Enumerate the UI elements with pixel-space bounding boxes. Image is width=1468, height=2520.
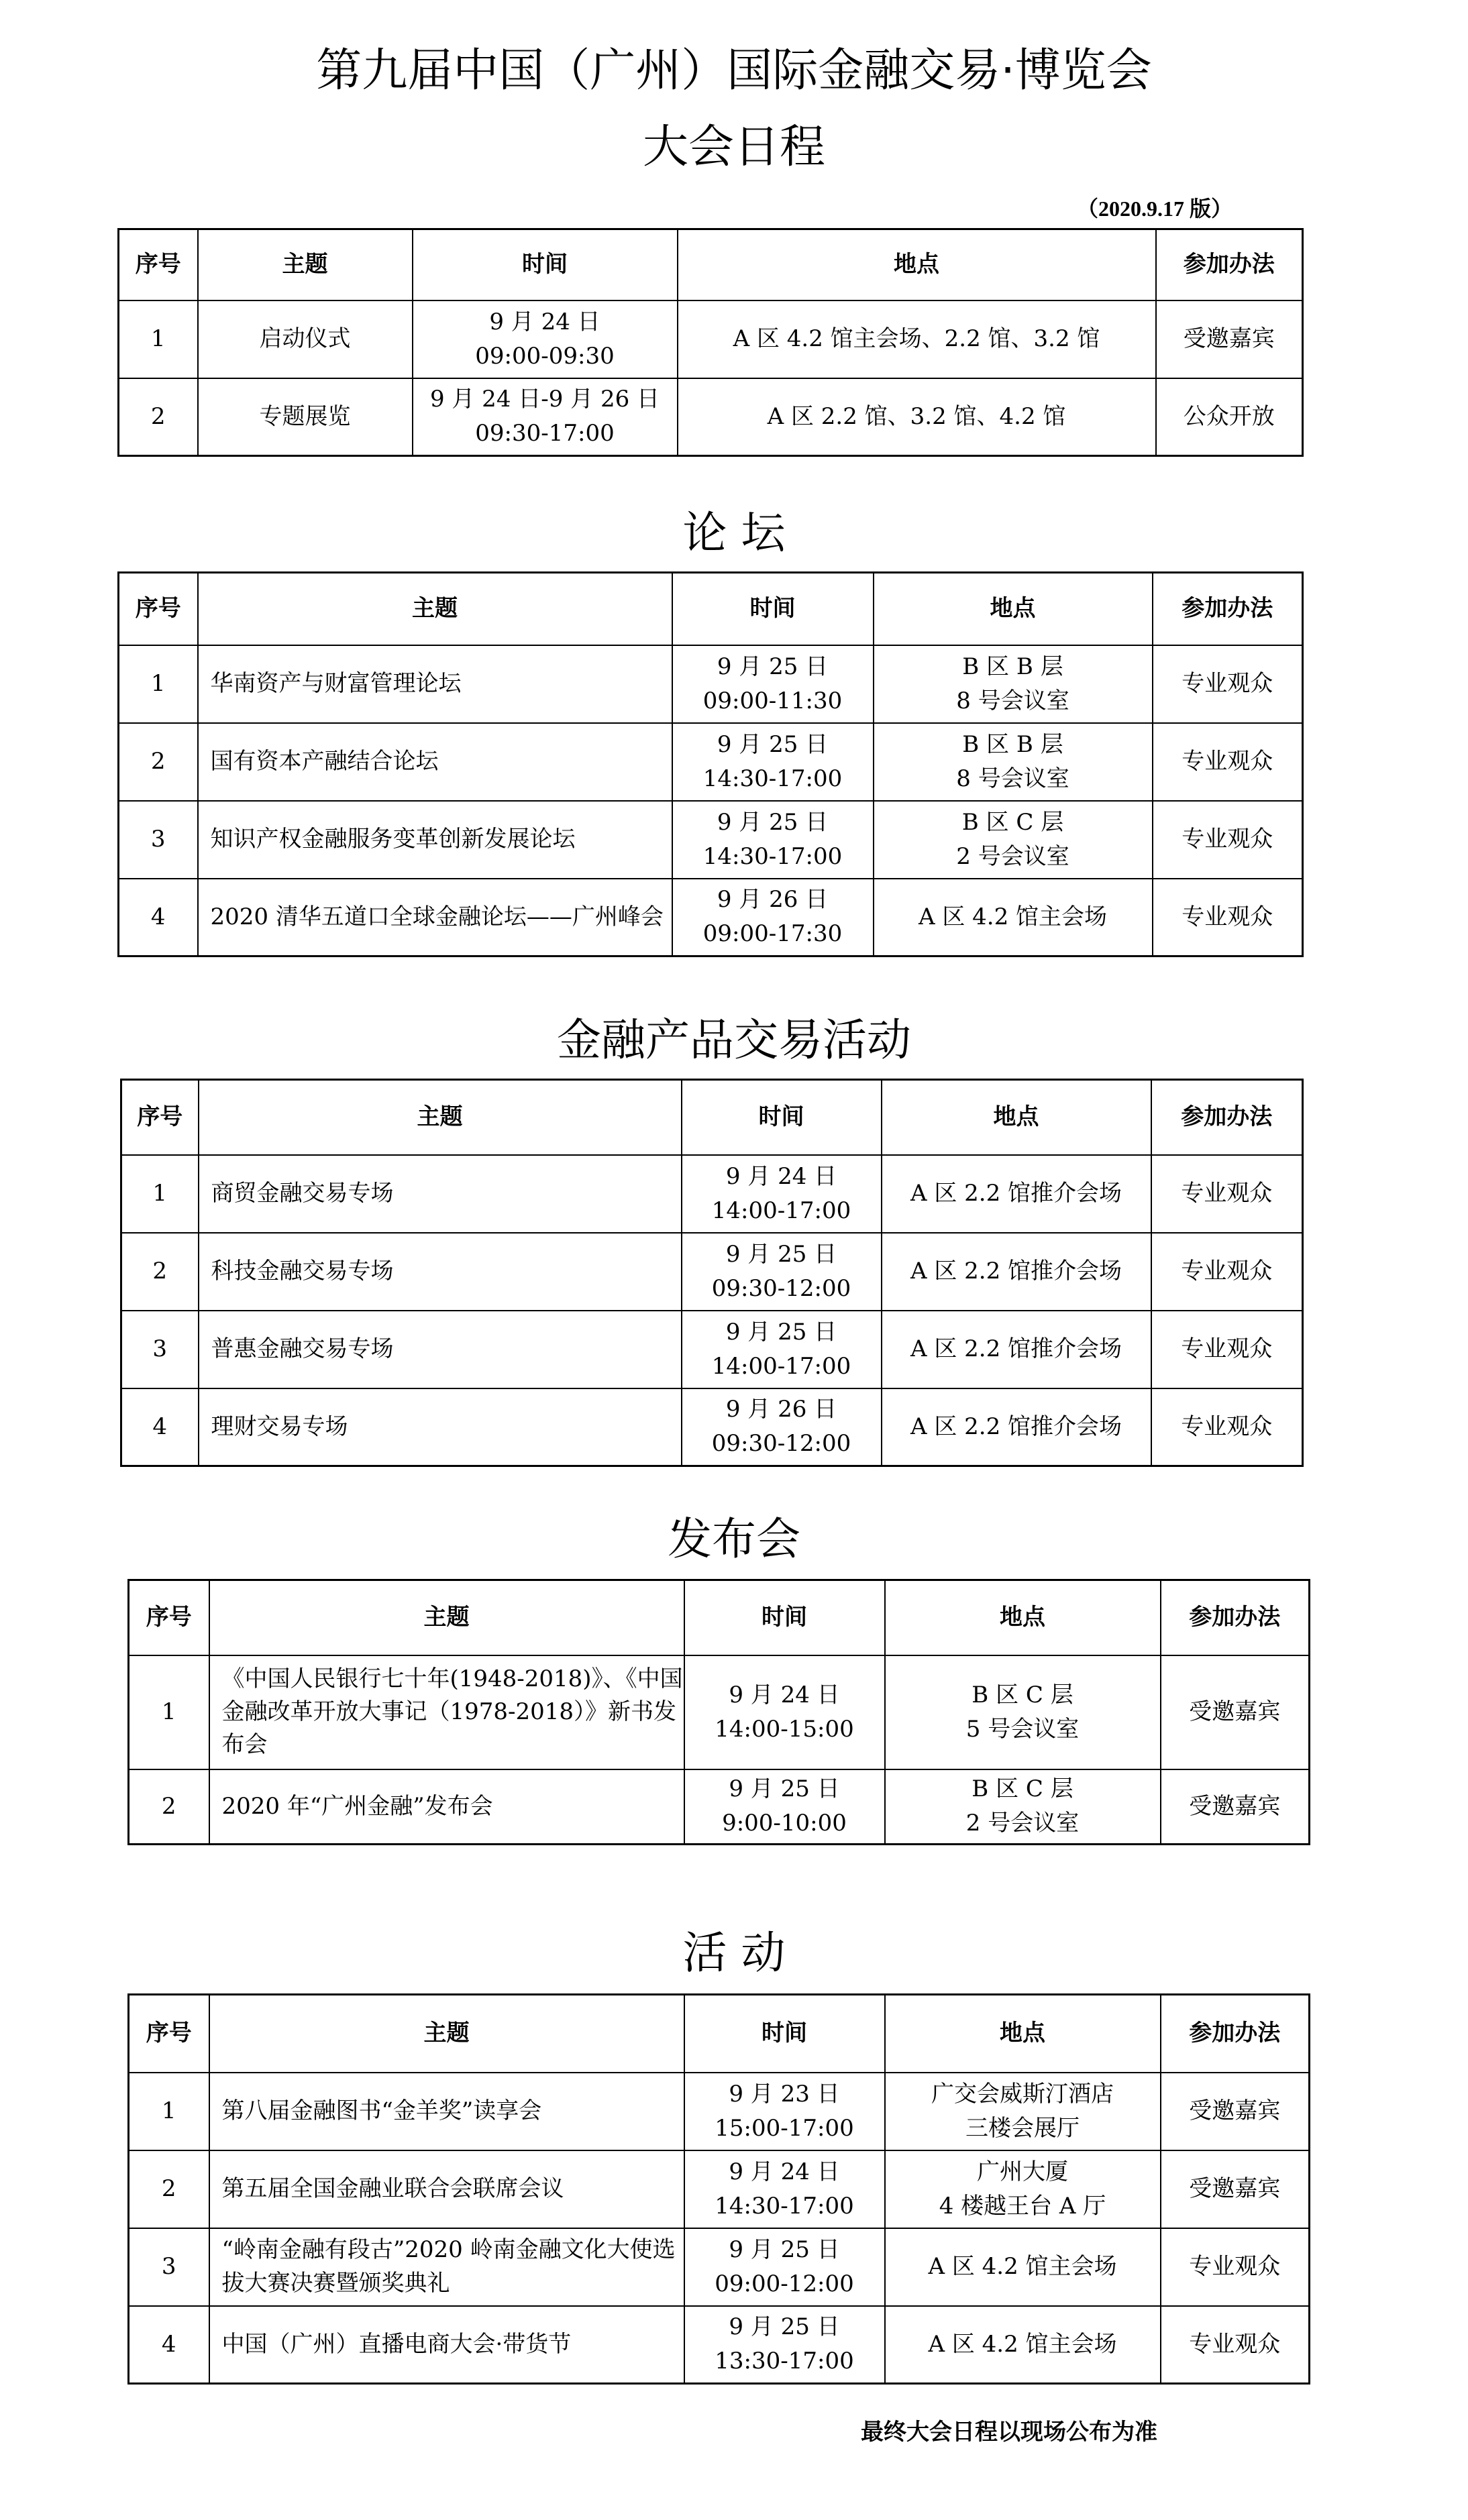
- row-hours: 14:30-17:00: [702, 765, 843, 792]
- header-col-attend: 参加办法: [1156, 229, 1303, 300]
- main-events-table: [117, 228, 1304, 457]
- page-subtitle: 大会日程: [642, 121, 825, 174]
- table-header-row: [121, 1080, 1303, 1155]
- table-row: [129, 2306, 1310, 2384]
- table-row: [121, 1155, 1303, 1233]
- row-number: 2: [121, 1233, 199, 1311]
- row-hours: 09:30-17:00: [475, 420, 615, 447]
- row-attend: 受邀嘉宾: [1161, 1655, 1310, 1769]
- table-row: [129, 2150, 1310, 2228]
- row-attend: 专业观众: [1153, 723, 1303, 801]
- table-row: [119, 801, 1303, 879]
- row-time: [672, 879, 874, 956]
- row-location-line1: A 区 2.2 馆推介会场: [910, 1335, 1122, 1362]
- row-topic: 2020 清华五道口全球金融论坛——广州峰会: [198, 879, 672, 956]
- header-col-attend: 参加办法: [1161, 1995, 1310, 2073]
- row-topic: 2020 年“广州金融”发布会: [209, 1769, 684, 1845]
- row-location-line2: 8 号会议室: [956, 765, 1069, 792]
- table-row: [129, 1655, 1310, 1769]
- row-location-line1: A 区 4.2 馆主会场、2.2 馆、3.2 馆: [733, 325, 1100, 352]
- forums-section-title: 论 坛: [682, 507, 786, 559]
- row-location: [882, 1388, 1151, 1466]
- row-number: 1: [119, 300, 198, 378]
- header-col-location: 地点: [882, 1080, 1151, 1155]
- row-number: 2: [119, 378, 198, 456]
- row-topic: 第五届全国金融业联合会联席会议: [209, 2150, 684, 2228]
- header-col-topic: 主题: [199, 1080, 682, 1155]
- page-title: 第九届中国（广州）国际金融交易·博览会: [316, 44, 1152, 97]
- table-header-row: [119, 573, 1303, 645]
- row-location-line1: 广交会威斯汀酒店: [931, 2080, 1114, 2107]
- table-row: [121, 1311, 1303, 1388]
- row-time: [413, 300, 678, 378]
- table-row: [119, 300, 1303, 378]
- row-location: [874, 801, 1153, 879]
- trading-section-title: 金融产品交易活动: [557, 1014, 911, 1066]
- row-topic: 第八届金融图书“金羊奖”读享会: [209, 2073, 684, 2150]
- header-col-time: 时间: [413, 229, 678, 300]
- row-time: [413, 378, 678, 456]
- activities-section-title: 活 动: [682, 1927, 786, 1979]
- table-row: [129, 2073, 1310, 2150]
- row-hours: 15:00-17:00: [715, 2114, 854, 2142]
- row-time: [684, 1655, 885, 1769]
- row-number: 4: [129, 2306, 209, 2384]
- row-location: [882, 1233, 1151, 1311]
- table-row: [119, 378, 1303, 456]
- row-hours: 9:00-10:00: [722, 1810, 847, 1837]
- row-date: 9 月 25 日: [729, 2236, 840, 2263]
- row-date: 9 月 25 日: [729, 2313, 840, 2341]
- row-time: [684, 2228, 885, 2306]
- forums-table: [117, 571, 1304, 957]
- launches-section-title: 发布会: [668, 1513, 800, 1565]
- row-location: [885, 2228, 1161, 2306]
- row-hours: 14:00-17:00: [711, 1197, 851, 1224]
- row-location-line1: B 区 B 层: [962, 730, 1063, 758]
- row-location: [882, 1311, 1151, 1388]
- row-location-line1: A 区 2.2 馆、3.2 馆、4.2 馆: [767, 402, 1066, 430]
- row-number: 4: [121, 1388, 199, 1466]
- row-topic: 商贸金融交易专场: [199, 1155, 682, 1233]
- header-col-topic: 主题: [209, 1580, 684, 1655]
- row-number: 4: [119, 879, 198, 956]
- row-number: 2: [129, 2150, 209, 2228]
- row-number: 2: [119, 723, 198, 801]
- table-row: [119, 879, 1303, 956]
- version-label: （2020.9.17 版）: [1077, 197, 1233, 221]
- row-date: 9 月 26 日: [725, 1396, 837, 1423]
- row-location-line2: 4 楼越王台 A 厅: [939, 2192, 1106, 2220]
- header-col-no: 序号: [129, 1580, 209, 1655]
- row-number: 1: [129, 2073, 209, 2150]
- row-attend: 受邀嘉宾: [1161, 2073, 1310, 2150]
- row-hours: 14:30-17:00: [702, 842, 843, 870]
- table-row: [121, 1233, 1303, 1311]
- row-date: 9 月 25 日: [729, 1775, 840, 1803]
- row-location: [885, 2150, 1161, 2228]
- row-location-line1: A 区 2.2 馆推介会场: [910, 1413, 1122, 1440]
- header-col-time: 时间: [684, 1580, 885, 1655]
- activities-table: [127, 1993, 1310, 2385]
- header-col-no: 序号: [119, 573, 198, 645]
- row-hours: 09:00-09:30: [475, 342, 615, 370]
- row-location-line1: A 区 4.2 馆主会场: [918, 903, 1108, 930]
- table-header-row: [129, 1580, 1310, 1655]
- row-time: [682, 1388, 882, 1466]
- row-date: 9 月 24 日: [725, 1162, 837, 1190]
- header-col-location: 地点: [874, 573, 1153, 645]
- row-attend: 专业观众: [1161, 2306, 1310, 2384]
- row-location: [885, 1769, 1161, 1845]
- row-location-line2: 三楼会展厅: [965, 2114, 1080, 2142]
- row-topic: 专题展览: [198, 378, 413, 456]
- row-time: [682, 1311, 882, 1388]
- header-col-location: 地点: [885, 1995, 1161, 2073]
- row-location-line1: B 区 C 层: [972, 1681, 1073, 1708]
- row-location-line1: B 区 C 层: [961, 808, 1064, 836]
- row-time: [682, 1233, 882, 1311]
- row-hours: 09:00-17:30: [702, 920, 843, 948]
- row-attend: 专业观众: [1153, 879, 1303, 956]
- row-time: [672, 645, 874, 723]
- row-topic: 知识产权金融服务变革创新发展论坛: [198, 801, 672, 879]
- header-col-no: 序号: [129, 1995, 209, 2073]
- row-number: 2: [129, 1769, 209, 1845]
- row-time: [684, 2150, 885, 2228]
- row-attend: 专业观众: [1151, 1388, 1303, 1466]
- row-location: [678, 378, 1156, 456]
- row-number: 3: [119, 801, 198, 879]
- header-col-topic: 主题: [209, 1995, 684, 2073]
- row-location: [874, 879, 1153, 956]
- row-number: 1: [129, 1655, 209, 1769]
- row-attend: 专业观众: [1151, 1311, 1303, 1388]
- row-attend: 公众开放: [1156, 378, 1303, 456]
- row-date: 9 月 25 日: [717, 653, 829, 680]
- row-hours: 13:30-17:00: [715, 2348, 854, 2375]
- row-location: [885, 2073, 1161, 2150]
- row-location: [874, 723, 1153, 801]
- row-time: [672, 801, 874, 879]
- row-attend: 受邀嘉宾: [1156, 300, 1303, 378]
- row-attend: 专业观众: [1153, 645, 1303, 723]
- row-location: [885, 2306, 1161, 2384]
- row-topic: 国有资本产融结合论坛: [198, 723, 672, 801]
- row-location-line1: 广州大厦: [977, 2158, 1068, 2185]
- row-attend: 专业观众: [1151, 1155, 1303, 1233]
- row-location-line1: A 区 4.2 馆主会场: [928, 2253, 1117, 2280]
- row-date: 9 月 25 日: [725, 1240, 837, 1268]
- table-row: [121, 1388, 1303, 1466]
- row-date: 9 月 24 日-9 月 26 日: [429, 386, 660, 413]
- row-date: 9 月 24 日: [489, 308, 600, 335]
- row-number: 1: [121, 1155, 199, 1233]
- row-location: [678, 300, 1156, 378]
- row-topic: “岭南金融有段古”2020 岭南金融文化大使选拔大赛决赛暨颁奖典礼: [209, 2228, 684, 2306]
- footnote: 最终大会日程以现场公布为准: [861, 2419, 1157, 2446]
- row-topic: 理财交易专场: [199, 1388, 682, 1466]
- header-col-time: 时间: [684, 1995, 885, 2073]
- table-header-row: [119, 229, 1303, 300]
- row-location-line1: A 区 2.2 馆推介会场: [910, 1180, 1122, 1207]
- row-time: [684, 2306, 885, 2384]
- header-col-location: 地点: [885, 1580, 1161, 1655]
- table-row: [119, 645, 1303, 723]
- row-hours: 09:30-12:00: [711, 1430, 851, 1458]
- table-header-row: [129, 1995, 1310, 2073]
- header-col-location: 地点: [678, 229, 1156, 300]
- row-number: 3: [121, 1311, 199, 1388]
- header-col-time: 时间: [682, 1080, 882, 1155]
- row-attend: 专业观众: [1151, 1233, 1303, 1311]
- row-date: 9 月 25 日: [717, 730, 829, 758]
- row-date: 9 月 24 日: [729, 2158, 840, 2185]
- row-date: 9 月 26 日: [717, 886, 829, 914]
- table-row: [119, 723, 1303, 801]
- row-topic: 中国（广州）直播电商大会·带货节: [209, 2306, 684, 2384]
- row-time: [682, 1155, 882, 1233]
- row-date: 9 月 23 日: [729, 2080, 840, 2107]
- row-location-line1: A 区 4.2 馆主会场: [928, 2330, 1117, 2358]
- row-time: [684, 2073, 885, 2150]
- table-row: [129, 2228, 1310, 2306]
- header-col-attend: 参加办法: [1153, 573, 1303, 645]
- row-hours: 09:00-11:30: [702, 687, 843, 714]
- row-location-line1: B 区 B 层: [962, 653, 1063, 680]
- row-number: 3: [129, 2228, 209, 2306]
- row-attend: 专业观众: [1161, 2228, 1310, 2306]
- row-hours: 14:30-17:00: [715, 2192, 854, 2220]
- row-hours: 09:30-12:00: [711, 1274, 851, 1302]
- table-row: [129, 1769, 1310, 1845]
- row-date: 9 月 25 日: [725, 1318, 837, 1346]
- header-col-attend: 参加办法: [1161, 1580, 1310, 1655]
- row-location-line2: 2 号会议室: [956, 842, 1069, 870]
- row-attend: 受邀嘉宾: [1161, 1769, 1310, 1845]
- row-topic: 普惠金融交易专场: [199, 1311, 682, 1388]
- row-time: [672, 723, 874, 801]
- row-number: 1: [119, 645, 198, 723]
- row-location: [882, 1155, 1151, 1233]
- row-date: 9 月 25 日: [717, 808, 829, 836]
- row-location-line1: A 区 2.2 馆推介会场: [910, 1258, 1122, 1284]
- header-col-attend: 参加办法: [1151, 1080, 1303, 1155]
- row-attend: 专业观众: [1153, 801, 1303, 879]
- row-time: [684, 1769, 885, 1845]
- row-topic: 《中国人民银行七十年(1948-2018)》、《中国金融改革开放大事记（1978-2018）》新书发布会: [209, 1655, 684, 1769]
- row-location-line1: B 区 C 层: [972, 1775, 1073, 1803]
- header-col-no: 序号: [119, 229, 198, 300]
- header-col-topic: 主题: [198, 573, 672, 645]
- row-date: 9 月 24 日: [729, 1681, 840, 1708]
- row-topic: 华南资产与财富管理论坛: [198, 645, 672, 723]
- header-col-no: 序号: [121, 1080, 199, 1155]
- row-hours: 09:00-12:00: [715, 2270, 854, 2297]
- launches-table: [127, 1579, 1310, 1845]
- header-col-time: 时间: [672, 573, 874, 645]
- row-topic: 启动仪式: [198, 300, 413, 378]
- row-topic: 科技金融交易专场: [199, 1233, 682, 1311]
- row-hours: 14:00-17:00: [711, 1352, 851, 1380]
- trading-table: [120, 1079, 1304, 1467]
- row-location: [885, 1655, 1161, 1769]
- row-location-line2: 5 号会议室: [965, 1715, 1080, 1743]
- row-hours: 14:00-15:00: [715, 1715, 854, 1743]
- header-col-topic: 主题: [198, 229, 413, 300]
- row-location: [874, 645, 1153, 723]
- row-location-line2: 8 号会议室: [956, 687, 1069, 714]
- row-location-line2: 2 号会议室: [965, 1810, 1080, 1837]
- row-attend: 受邀嘉宾: [1161, 2150, 1310, 2228]
